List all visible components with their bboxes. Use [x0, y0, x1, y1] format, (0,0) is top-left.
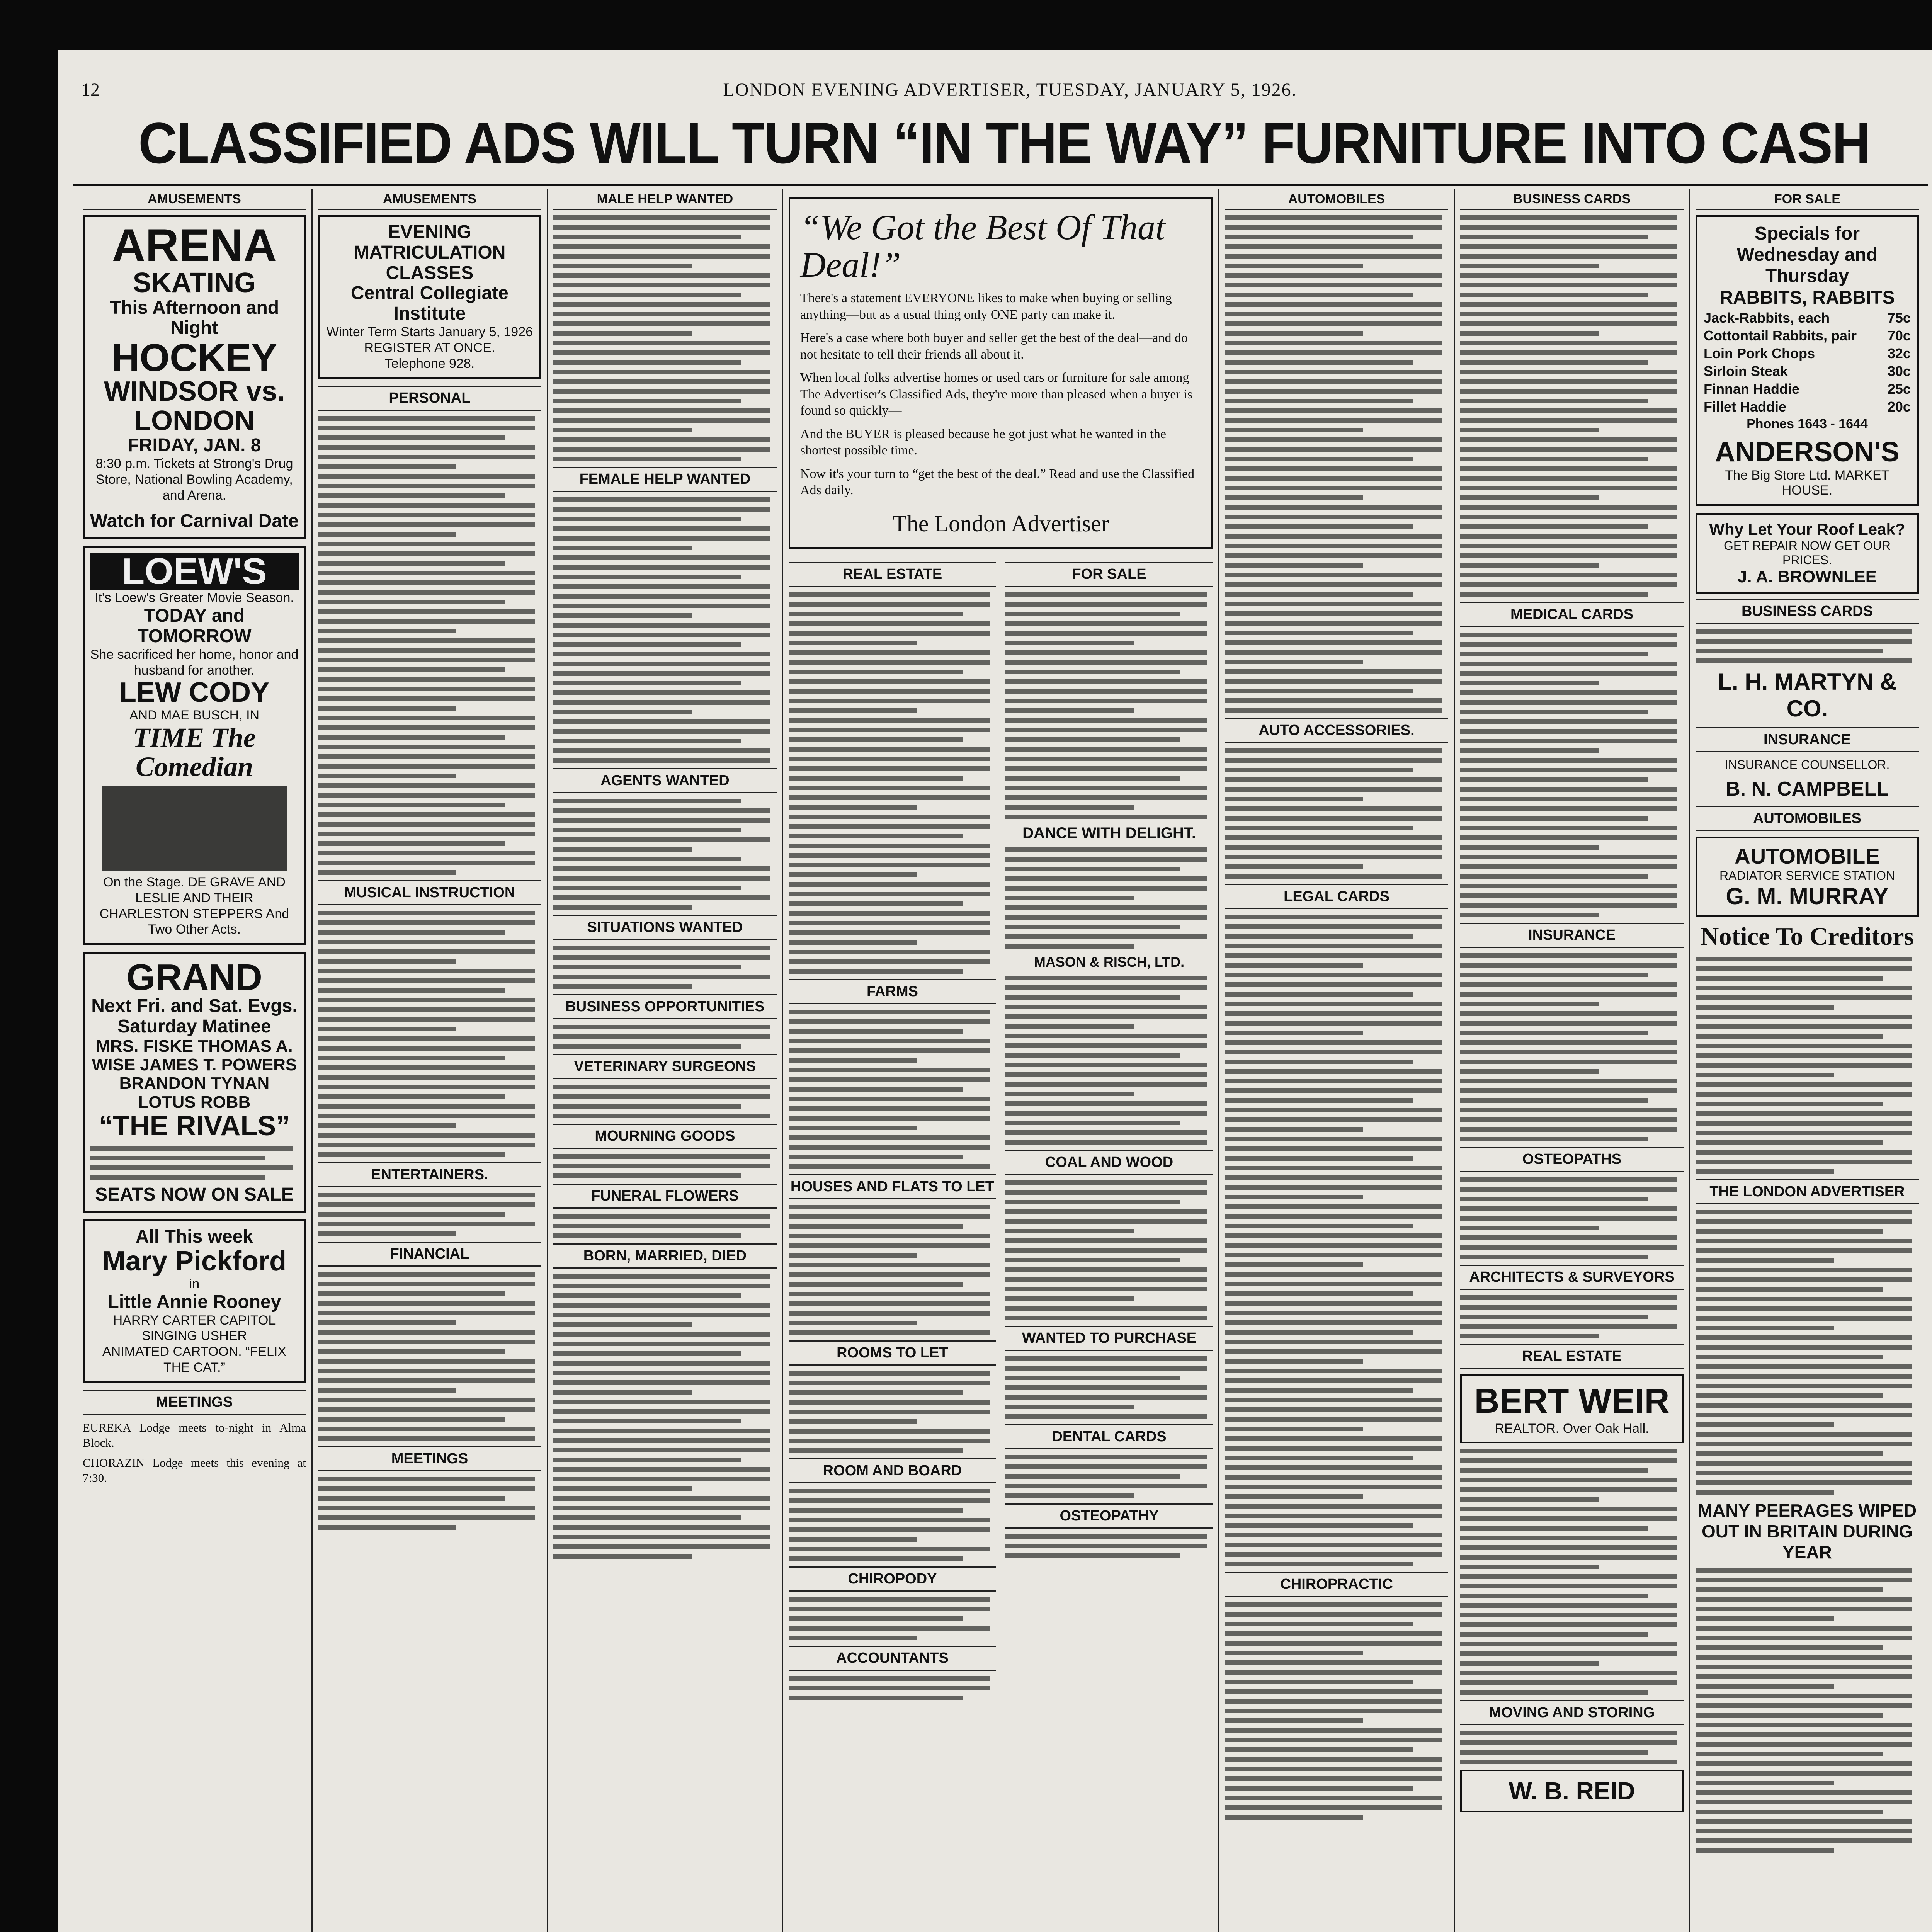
text-block — [553, 1025, 777, 1049]
text-block — [318, 1193, 541, 1236]
roof-ad — [1696, 513, 1919, 594]
loews-title: LOEW'S — [90, 553, 299, 590]
bert-weir-ad — [1460, 1374, 1684, 1443]
column-head: AUTOMOBILES — [1225, 189, 1448, 210]
arena-title: ARENA — [112, 219, 277, 271]
loews-film: TIME The Comedian — [133, 722, 256, 782]
section-head: FINANCIAL — [318, 1242, 541, 1267]
section-head: FEMALE HELP WANTED — [553, 467, 777, 492]
creditors-heading: Notice To Creditors — [1700, 922, 1914, 951]
banner-rule — [73, 184, 1928, 186]
arena-line: WINDSOR vs. LONDON — [104, 376, 285, 436]
newspaper-page — [58, 50, 1932, 1932]
loews-ad — [83, 546, 306, 945]
loews-line: She sacrificed her home, honor and husband for another. — [90, 647, 299, 678]
matric-line: Central Collegiate Institute — [350, 283, 509, 324]
wb-reid-name: W. B. REID — [1509, 1777, 1635, 1805]
specials-heading: Specials for Wednesday and Thursday — [1736, 223, 1878, 287]
section-head: CHIROPRACTIC — [1225, 1572, 1448, 1597]
specials-row: Sirloin Steak 30c — [1704, 363, 1911, 379]
section-head: PERSONAL — [318, 386, 541, 411]
section-head: FOR SALE — [1005, 562, 1213, 587]
specials-store-sub: The Big Store Ltd. MARKET HOUSE. — [1725, 468, 1889, 498]
sub-column-right — [1005, 556, 1213, 1705]
column-7 — [1690, 189, 1924, 1932]
loews-photo — [102, 786, 287, 871]
section-head: SITUATIONS WANTED — [553, 915, 777, 940]
text-block — [318, 1477, 541, 1530]
column-6 — [1455, 189, 1690, 1932]
pickford-line: in — [189, 1277, 200, 1292]
loews-line: AND MAE BUSCH, IN — [129, 707, 260, 723]
dance-signature: MASON & RISCH, LTD. — [1034, 954, 1185, 970]
section-head: MOURNING GOODS — [553, 1124, 777, 1149]
specials-row: Loin Pork Chops 32c — [1704, 345, 1911, 361]
text-block — [553, 799, 777, 910]
grand-title: GRAND — [126, 957, 262, 998]
roof-heading: Why Let Your Roof Leak? — [1709, 520, 1905, 538]
arena-line: 8:30 p.m. Tickets at Strong's Drug Store, National Bowling Academy, and Arena. — [95, 456, 293, 503]
text-block — [789, 592, 996, 974]
section-head: THE LONDON ADVERTISER — [1696, 1179, 1919, 1204]
column-4 — [783, 189, 1219, 1932]
text-block — [1225, 915, 1448, 1566]
text-block — [553, 497, 777, 763]
wb-reid-ad — [1460, 1770, 1684, 1812]
section-head: FARMS — [789, 979, 996, 1004]
section-head: INSURANCE — [1696, 727, 1919, 752]
column-head: AMUSEMENTS — [318, 189, 541, 210]
pickford-ad — [83, 1219, 306, 1383]
grand-cast: MRS. FISKE THOMAS A. WISE JAMES T. POWERS BRANDON TYNAN LOTUS ROBB — [92, 1036, 297, 1112]
section-head: BORN, MARRIED, DIED — [553, 1243, 777, 1269]
text-block — [1696, 629, 1919, 663]
text-block — [789, 1597, 996, 1640]
columns — [77, 189, 1924, 1932]
murray-heading: AUTOMOBILE — [1735, 844, 1880, 868]
text-block — [553, 215, 777, 461]
arena-ad — [83, 215, 306, 539]
section-head: ROOMS TO LET — [789, 1340, 996, 1366]
matric-line: EVENING MATRICULATION CLASSES — [354, 222, 506, 283]
section-head: ROOM AND BOARD — [789, 1458, 996, 1483]
text-block — [789, 1676, 996, 1700]
grand-line: SEATS NOW ON SALE — [95, 1184, 294, 1205]
loews-line: It's Loew's Greater Movie Season. — [95, 590, 294, 605]
feature-signature: The London Advertiser — [893, 510, 1109, 536]
text-block — [553, 1154, 777, 1178]
bert-weir-name: BERT WEIR — [1474, 1382, 1670, 1420]
specials-phone: Phones 1643 - 1644 — [1747, 416, 1868, 431]
text-block — [1460, 215, 1684, 597]
section-head: BUSINESS OPPORTUNITIES — [553, 994, 777, 1019]
roof-name: J. A. BROWNLEE — [1737, 567, 1877, 586]
matric-line: Telephone 928. — [384, 356, 475, 371]
campbell-heading: INSURANCE COUNSELLOR. — [1725, 757, 1890, 772]
grand-play: “THE RIVALS” — [99, 1111, 290, 1142]
section-head: OSTEOPATHS — [1460, 1147, 1684, 1172]
text-block — [1005, 1180, 1213, 1320]
two-col-wrap — [789, 556, 1213, 1705]
specials-row: Jack-Rabbits, each 75c — [1704, 310, 1911, 326]
section-head: FUNERAL FLOWERS — [553, 1184, 777, 1209]
feature-quote: “We Got the Best Of That Deal!” — [800, 207, 1165, 284]
section-head: DENTAL CARDS — [1005, 1424, 1213, 1449]
arena-line: HOCKEY — [112, 336, 277, 380]
meeting-item: CHORAZIN Lodge meets this evening at 7:30. — [83, 1456, 306, 1485]
text-block — [789, 1010, 996, 1169]
text-block — [1005, 1356, 1213, 1419]
text-block — [1460, 1177, 1684, 1259]
text-block — [1225, 1602, 1448, 1820]
martyn-name: L. H. MARTYN & CO. — [1718, 668, 1897, 721]
text-block — [1460, 1449, 1684, 1695]
advertiser-feature-ad — [789, 197, 1213, 549]
loews-line: On the Stage. DE GRAVE AND LESLIE AND THEIR CHARLESTON STEPPERS And Two Other Acts. — [99, 874, 289, 937]
column-head: MALE HELP WANTED — [553, 189, 777, 210]
text-block — [789, 1205, 996, 1335]
section-head: MOVING AND STORING — [1460, 1700, 1684, 1725]
arena-line: This Afternoon and Night — [109, 297, 279, 338]
section-head: REAL ESTATE — [789, 562, 996, 587]
specials-store-name: ANDERSON'S — [1715, 436, 1900, 468]
peerages-heading: MANY PEERAGES WIPED OUT IN BRITAIN DURING YEAR — [1697, 1500, 1917, 1562]
text-block — [553, 1085, 777, 1118]
text-block — [1696, 1568, 1919, 1853]
section-head: AUTO ACCESSORIES. — [1225, 718, 1448, 743]
section-head: CHIROPODY — [789, 1566, 996, 1592]
feature-paragraph: Here's a case where both buyer and seller get the best of the deal—and do not hesitate to tell their friends all about it. — [800, 331, 1188, 362]
text-block — [318, 911, 541, 1157]
loews-star: LEW CODY — [119, 677, 269, 708]
text-block — [1696, 957, 1919, 1174]
meeting-item: EUREKA Lodge meets to-night in Alma Block. — [83, 1420, 306, 1449]
banner-headline: CLASSIFIED ADS WILL TURN “IN THE WAY” FURNITURE INTO CASH — [138, 111, 1871, 175]
pickford-line: HARRY CARTER CAPITOL SINGING USHER — [113, 1313, 276, 1344]
text-block — [1460, 1731, 1684, 1764]
pickford-line: All This week — [135, 1226, 253, 1247]
paper-title: LONDON EVENING ADVERTISER, TUESDAY, JANUARY 5, 1926. — [723, 80, 1297, 100]
section-head: OSTEOPATHY — [1005, 1503, 1213, 1529]
text-block — [1005, 592, 1213, 819]
murray-sub: RADIATOR SERVICE STATION — [1719, 868, 1895, 883]
section-head: MUSICAL INSTRUCTION — [318, 880, 541, 905]
masthead — [81, 77, 1920, 100]
bert-weir-sub: REALTOR. Over Oak Hall. — [1495, 1421, 1649, 1436]
section-head: MEETINGS — [318, 1446, 541, 1471]
murray-name: G. M. MURRAY — [1726, 883, 1889, 909]
pickford-film: Little Annie Rooney — [107, 1291, 281, 1312]
arena-line: Watch for Carnival Date — [90, 510, 299, 531]
feature-paragraph: And the BUYER is pleased because he got just what he wanted in the shortest possible time. — [800, 427, 1166, 458]
arena-line: FRIDAY, JAN. 8 — [128, 435, 261, 456]
section-head: VETERINARY SURGEONS — [553, 1054, 777, 1079]
roof-sub: GET REPAIR NOW GET OUR PRICES. — [1723, 538, 1891, 567]
text-block — [1696, 1210, 1919, 1495]
text-block — [1460, 1295, 1684, 1338]
dance-heading: DANCE WITH DELIGHT. — [1022, 824, 1196, 842]
section-head: INSURANCE — [1460, 923, 1684, 948]
section-head: COAL AND WOOD — [1005, 1150, 1213, 1175]
murray-ad — [1696, 837, 1919, 917]
matriculation-ad — [318, 215, 541, 379]
section-head: MEETINGS — [83, 1390, 306, 1415]
section-head: WANTED TO PURCHASE — [1005, 1326, 1213, 1351]
specials-heading: RABBITS, RABBITS — [1719, 287, 1895, 308]
text-block — [318, 1272, 541, 1441]
text-block — [553, 1214, 777, 1238]
feature-paragraph: There's a statement EVERYONE likes to make when buying or selling anything—but as a usual thing only ONE party can make it. — [800, 291, 1172, 322]
column-head: FOR SALE — [1696, 189, 1919, 210]
specials-row: Finnan Haddie 25c — [1704, 381, 1911, 397]
column-head: AMUSEMENTS — [83, 189, 306, 210]
column-2 — [313, 189, 548, 1932]
section-head: MEDICAL CARDS — [1460, 602, 1684, 627]
section-head: ARCHITECTS & SURVEYORS — [1460, 1265, 1684, 1290]
feature-paragraph: When local folks advertise homes or used cars or furniture for sale among The Advertiser's Classified Ads, they're more than pleased when a buyer is found so quickly— — [800, 371, 1192, 418]
text-block — [1005, 976, 1213, 1145]
text-block — [553, 946, 777, 989]
section-head: AGENTS WANTED — [553, 768, 777, 793]
section-head: AUTOMOBILES — [1696, 806, 1919, 831]
section-head: LEGAL CARDS — [1225, 884, 1448, 909]
page-number: 12 — [81, 80, 100, 100]
text-block — [553, 1274, 777, 1559]
grand-line: Next Fri. and Sat. Evgs. Saturday Matinee — [91, 996, 298, 1037]
text-block — [1005, 1455, 1213, 1498]
loews-line: TODAY and TOMORROW — [137, 605, 252, 646]
arena-line: SKATING — [133, 267, 256, 298]
section-head: HOUSES AND FLATS TO LET — [789, 1174, 996, 1199]
text-block — [1225, 748, 1448, 879]
column-head: BUSINESS CARDS — [1460, 189, 1684, 210]
section-head: REAL ESTATE — [1460, 1344, 1684, 1369]
feature-paragraph: Now it's your turn to “get the best of the deal.” Read and use the Classified Ads daily. — [800, 466, 1195, 498]
text-block — [1460, 953, 1684, 1141]
column-1 — [77, 189, 313, 1932]
section-head: ENTERTAINERS. — [318, 1162, 541, 1187]
campbell-name: B. N. CAMPBELL — [1726, 777, 1889, 800]
matric-line: Winter Term Starts January 5, 1926 — [326, 324, 533, 339]
section-head: BUSINESS CARDS — [1696, 599, 1919, 624]
text-block — [1225, 215, 1448, 713]
matric-line: REGISTER AT ONCE. — [364, 340, 495, 355]
text-block — [789, 1371, 996, 1453]
sub-column-left — [789, 556, 996, 1705]
column-5 — [1219, 189, 1455, 1932]
grand-ad — [83, 952, 306, 1213]
text-block — [318, 416, 541, 875]
text-block — [1005, 1534, 1213, 1558]
column-3 — [548, 189, 783, 1932]
specials-row: Cottontail Rabbits, pair 70c — [1704, 327, 1911, 344]
pickford-star: Mary Pickford — [102, 1246, 287, 1277]
anderson-specials-ad — [1696, 215, 1919, 506]
text-block — [1005, 847, 1213, 949]
section-head: ACCOUNTANTS — [789, 1646, 996, 1671]
text-block — [789, 1489, 996, 1561]
pickford-line: ANIMATED CARTOON. “FELIX THE CAT.” — [102, 1344, 287, 1375]
text-block — [1460, 633, 1684, 917]
specials-row: Fillet Haddie 20c — [1704, 398, 1911, 415]
